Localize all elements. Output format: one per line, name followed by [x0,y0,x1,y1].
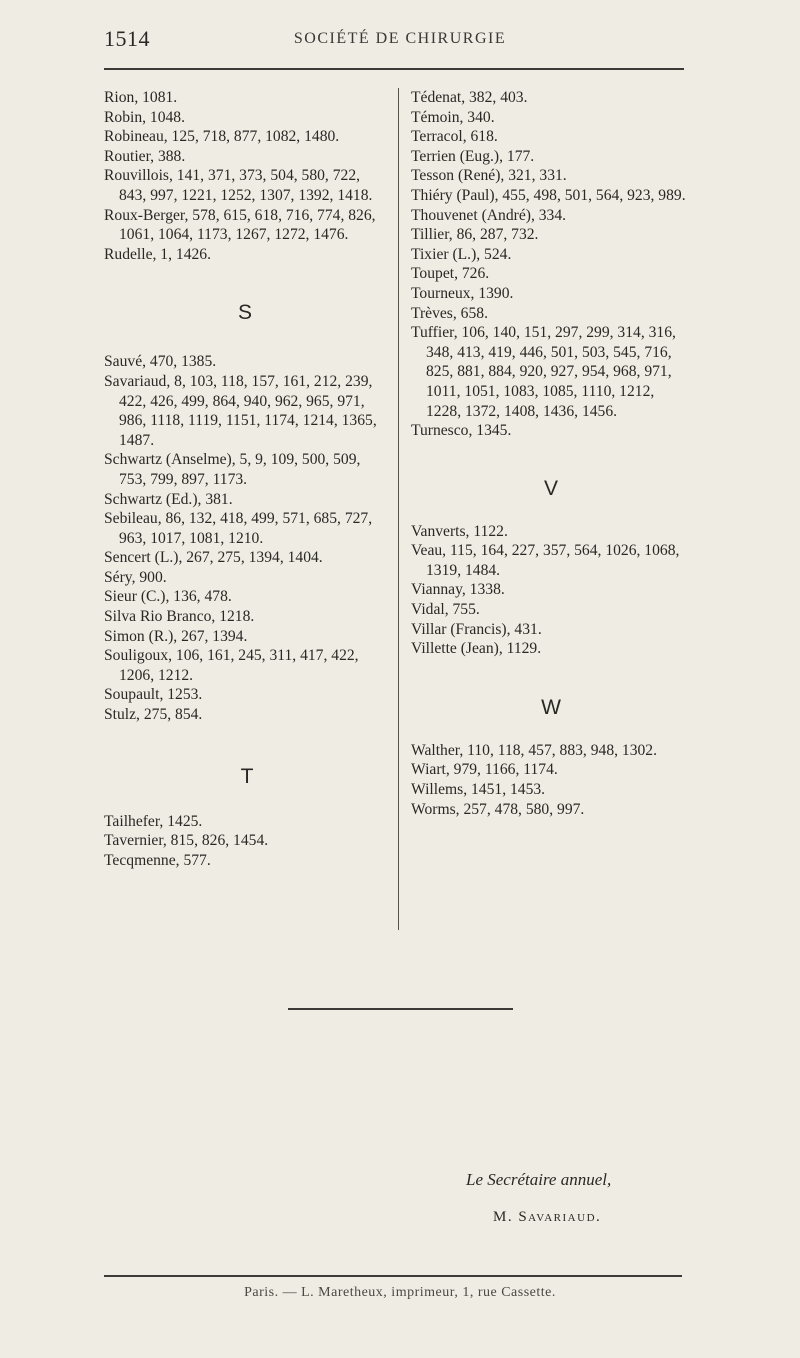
r-entries [104,88,390,264]
index-entry: Séry, 900. [104,568,167,586]
index-entry: Stulz, 275, 854. [104,706,203,724]
index-entry: Tavernier, 815, 826, 1454. [104,832,269,850]
index-entry: Willems, 1451, 1453. [411,781,546,799]
index-entry: Roux-Berger, 578, 615, 618, 716, 774, 826, 1061, 1064, 1173, 1267, 1272, 1476. [104,206,376,244]
index-entry: Viannay, 1338. [411,581,505,599]
index-entry: Témoin, 340. [411,108,495,126]
footer-rule [104,1275,682,1277]
index-entry: Tailhefer, 1425. [104,812,203,830]
index-entry: Simon (R.), 267, 1394. [104,627,248,645]
index-entry: Robineau, 125, 718, 877, 1082, 1480. [104,128,340,146]
index-entry: Souligoux, 106, 161, 245, 311, 417, 422, 1206, 1212. [104,647,359,684]
page-number: 1514 [104,26,150,51]
index-entry: Tourneux, 1390. [411,284,514,302]
s-entries [104,352,390,724]
index-entry: Villar (Francis), 431. [411,620,542,638]
index-entry: Thouvenet (André), 334. [411,206,567,224]
index-entry: Schwartz (Anselme), 5, 9, 109, 500, 509, 753, 799, 897, 1173. [104,451,361,488]
index-entry: Thiéry (Paul), 455, 498, 501, 564, 923, 989. [411,186,686,204]
index-entry: Tuffier, 106, 140, 151, 297, 299, 314, 316, 348, 413, 419, 446, 501, 503, 545, 716, 825, 881, 884, 920, 927, 954, 968, 971, 1011, 1051, 1083, 1085, 1110, 1212, 1228, 1372, 1408, 1436, 1456. [411,324,676,420]
index-entry: Turnesco, 1345. [411,422,512,440]
index-entry: Rion, 1081. [104,89,178,106]
index-entry: Terrien (Eug.), 177. [411,147,535,165]
index-entry: Vidal, 755. [411,601,480,619]
right-column [411,88,691,819]
index-entry: Tédenat, 382, 403. [411,89,528,106]
index-entry: Wiart, 979, 1166, 1174. [411,761,558,779]
index-entry: Tixier (L.), 524. [411,245,512,263]
index-entry: Sauvé, 470, 1385. [104,353,217,371]
index-entry: Toupet, 726. [411,265,490,283]
index-entry: Schwartz (Ed.), 381. [104,490,233,508]
column-divider [398,88,399,930]
index-entry: Trèves, 658. [411,304,488,322]
section-heading-w: W [541,695,561,719]
index-entry: Sencert (L.), 267, 275, 1394, 1404. [104,549,323,567]
t-entries-left [104,812,390,871]
section-heading-v: V [543,476,558,500]
index-entry: Rouvillois, 141, 371, 373, 504, 580, 722, 843, 997, 1221, 1252, 1307, 1392, 1418. [104,167,373,204]
index-entry: Terracol, 618. [411,128,498,146]
index-entry: Silva Rio Branco, 1218. [104,608,255,626]
index-entry: Vanverts, 1122. [411,522,508,540]
printer-imprint: Paris. — L. Maretheux, imprimeur, 1, rue Cassette. [244,1285,556,1300]
index-entry: Walther, 110, 118, 457, 883, 948, 1302. [411,741,658,759]
v-entries [411,522,691,659]
index-entry: Savariaud, 8, 103, 118, 157, 161, 212, 239, 422, 426, 499, 864, 940, 962, 965, 971, 986, 1118, 1119, 1151, 1174, 1214, 1365, 1487. [104,372,377,449]
section-heading-t: T [240,764,254,788]
t-entries-right [411,88,691,441]
index-entry: Tillier, 86, 287, 732. [411,226,539,244]
signature-name: M. Savariaud. [493,1209,602,1225]
index-entry: Veau, 115, 164, 227, 357, 564, 1026, 1068, 1319, 1484. [411,542,680,579]
index-entry: Robin, 1048. [104,108,186,126]
index-entry: Sebileau, 86, 132, 418, 499, 571, 685, 727, 963, 1017, 1081, 1210. [104,510,373,547]
w-entries [411,741,691,819]
index-entry: Worms, 257, 478, 580, 997. [411,800,585,818]
signature-title: Le Secrétaire annuel, [466,1170,612,1189]
left-column [104,88,390,870]
index-entry: Soupault, 1253. [104,686,203,704]
index-entry: Tecqmenne, 577. [104,851,211,869]
index-entry: Routier, 388. [104,147,186,165]
header-rule [104,68,684,70]
index-entry: Rudelle, 1, 1426. [104,245,211,263]
index-entry: Tesson (René), 321, 331. [411,167,567,185]
section-heading-s: S [237,301,252,325]
end-rule [288,1008,513,1010]
index-entry: Villette (Jean), 1129. [411,640,542,658]
running-head: SOCIÉTÉ DE CHIRURGIE [293,30,507,47]
index-entry: Sieur (C.), 136, 478. [104,588,232,606]
